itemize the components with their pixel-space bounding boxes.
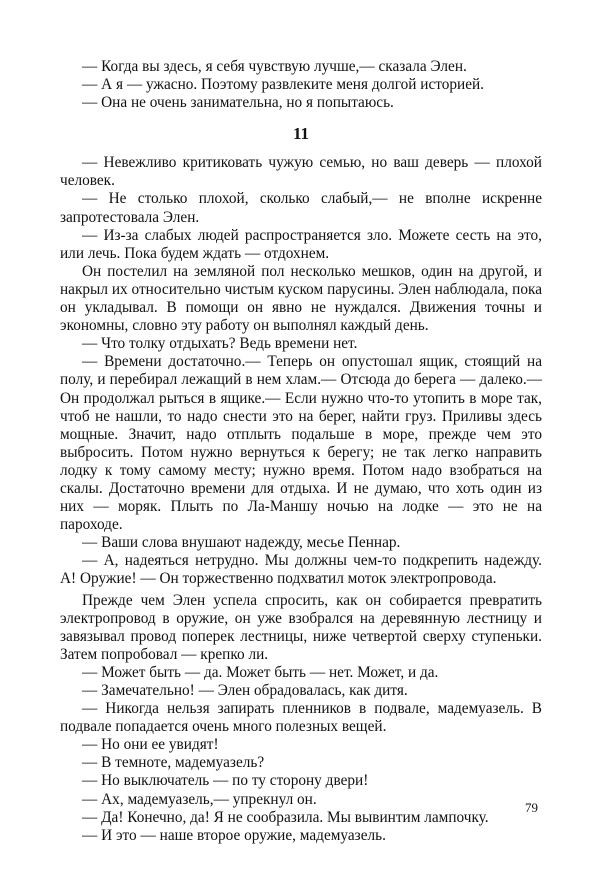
paragraph: — Когда вы здесь, я себя чувствую лучше,— сказала Элен. — [82, 58, 467, 75]
paragraph: — Не столько плохой, сколько слабый,— не вполне искренне запротестовала Элен. — [60, 190, 542, 226]
paragraph: — Но выключатель — по ту сторону двери! — [82, 772, 369, 790]
paragraph: — Из-за слабых людей распространяется зло. Можете сесть на это, или лечь. Пока будем ждать — отдохнем. — [60, 226, 542, 262]
paragraph: — Никогда нельзя запирать пленников в подвале, мадемуазель. В подвале попадается очень много полезных вещей. — [60, 700, 542, 736]
paragraph: — В темноте, мадемуазель? — [82, 754, 265, 772]
paragraph: Прежде чем Элен успела спросить, как он собирается превратить электропровод в оружие, он уже взобрался на деревянную лестницу и завязывал провод поперек лестницы, ниже четвертой сверху ступеньки. Затем попробовал — крепко ли. — [60, 591, 542, 663]
paragraph: — А, надеяться нетрудно. Мы должны чем-то подкрепить надежду. А! Оружие! — Он торжественно подхватил моток электропровода. — [60, 552, 542, 588]
paragraph: — Невежливо критиковать чужую семью, но ваш деверь — плохой человек. — [60, 154, 542, 190]
paragraph: — Ваши слова внушают надежду, месье Пеннар. — [82, 534, 401, 552]
paragraph: — Может быть — да. Может быть — нет. Может, и да. — [82, 663, 439, 681]
paragraph: — А я — ужасно. Поэтому развлеките меня долгой историей. — [82, 76, 485, 94]
paragraph: — Но они ее увидят! — [82, 736, 219, 754]
page-number: 79 — [525, 800, 538, 815]
paragraph: — Она не очень занимательна, но я попытаюсь. — [82, 94, 394, 112]
paragraph: — Времени достаточно.— Теперь он опустошал ящик, стоящий на полу, и перебирал лежащий в нем хлам.— Отсюда до берега — далеко.— Он продолжал рыться в ящике.— Если нужно что-то утопить в море так, чтоб не нашли, то надо снести это на берег, найти груз. Приливы здесь мощные. Значит, надо отплыть подальше в море, прежде чем это выбросить. Потом нужно вернуться к берегу; не так легко направить лодку к тому самому месту; нужно время. Потом надо взобраться на скалы. Достаточно времени для отдыха. И не думаю, что хоть один из них — моряк. Плыть по Ла-Маншу ночью на лодке — это не на пароходе. — [60, 353, 542, 534]
paragraph: — Замечательно! — Элен обрадовалась, как дитя. — [82, 682, 408, 699]
paragraph: — И это — наше второе оружие, мадемуазель. — [82, 826, 386, 844]
chapter-number: 11 — [292, 124, 310, 144]
paragraph: Он постелил на земляной пол несколько мешков, один на другой, и накрыл их относительно чистым куском парусины. Элен наблюдала, пока он укладывал. В помощи он явно не нуждался. Движения точны и экономны, словно эту работу он выполнял каждый день. — [60, 262, 542, 335]
paragraph: — Да! Конечно, да! Я не сообразила. Мы вывинтим лампочку. — [82, 808, 489, 826]
paragraph: — Ах, мадемуазель,— упрекнул он. — [82, 790, 317, 808]
paragraph: — Что толку отдыхать? Ведь времени нет. — [82, 335, 358, 353]
